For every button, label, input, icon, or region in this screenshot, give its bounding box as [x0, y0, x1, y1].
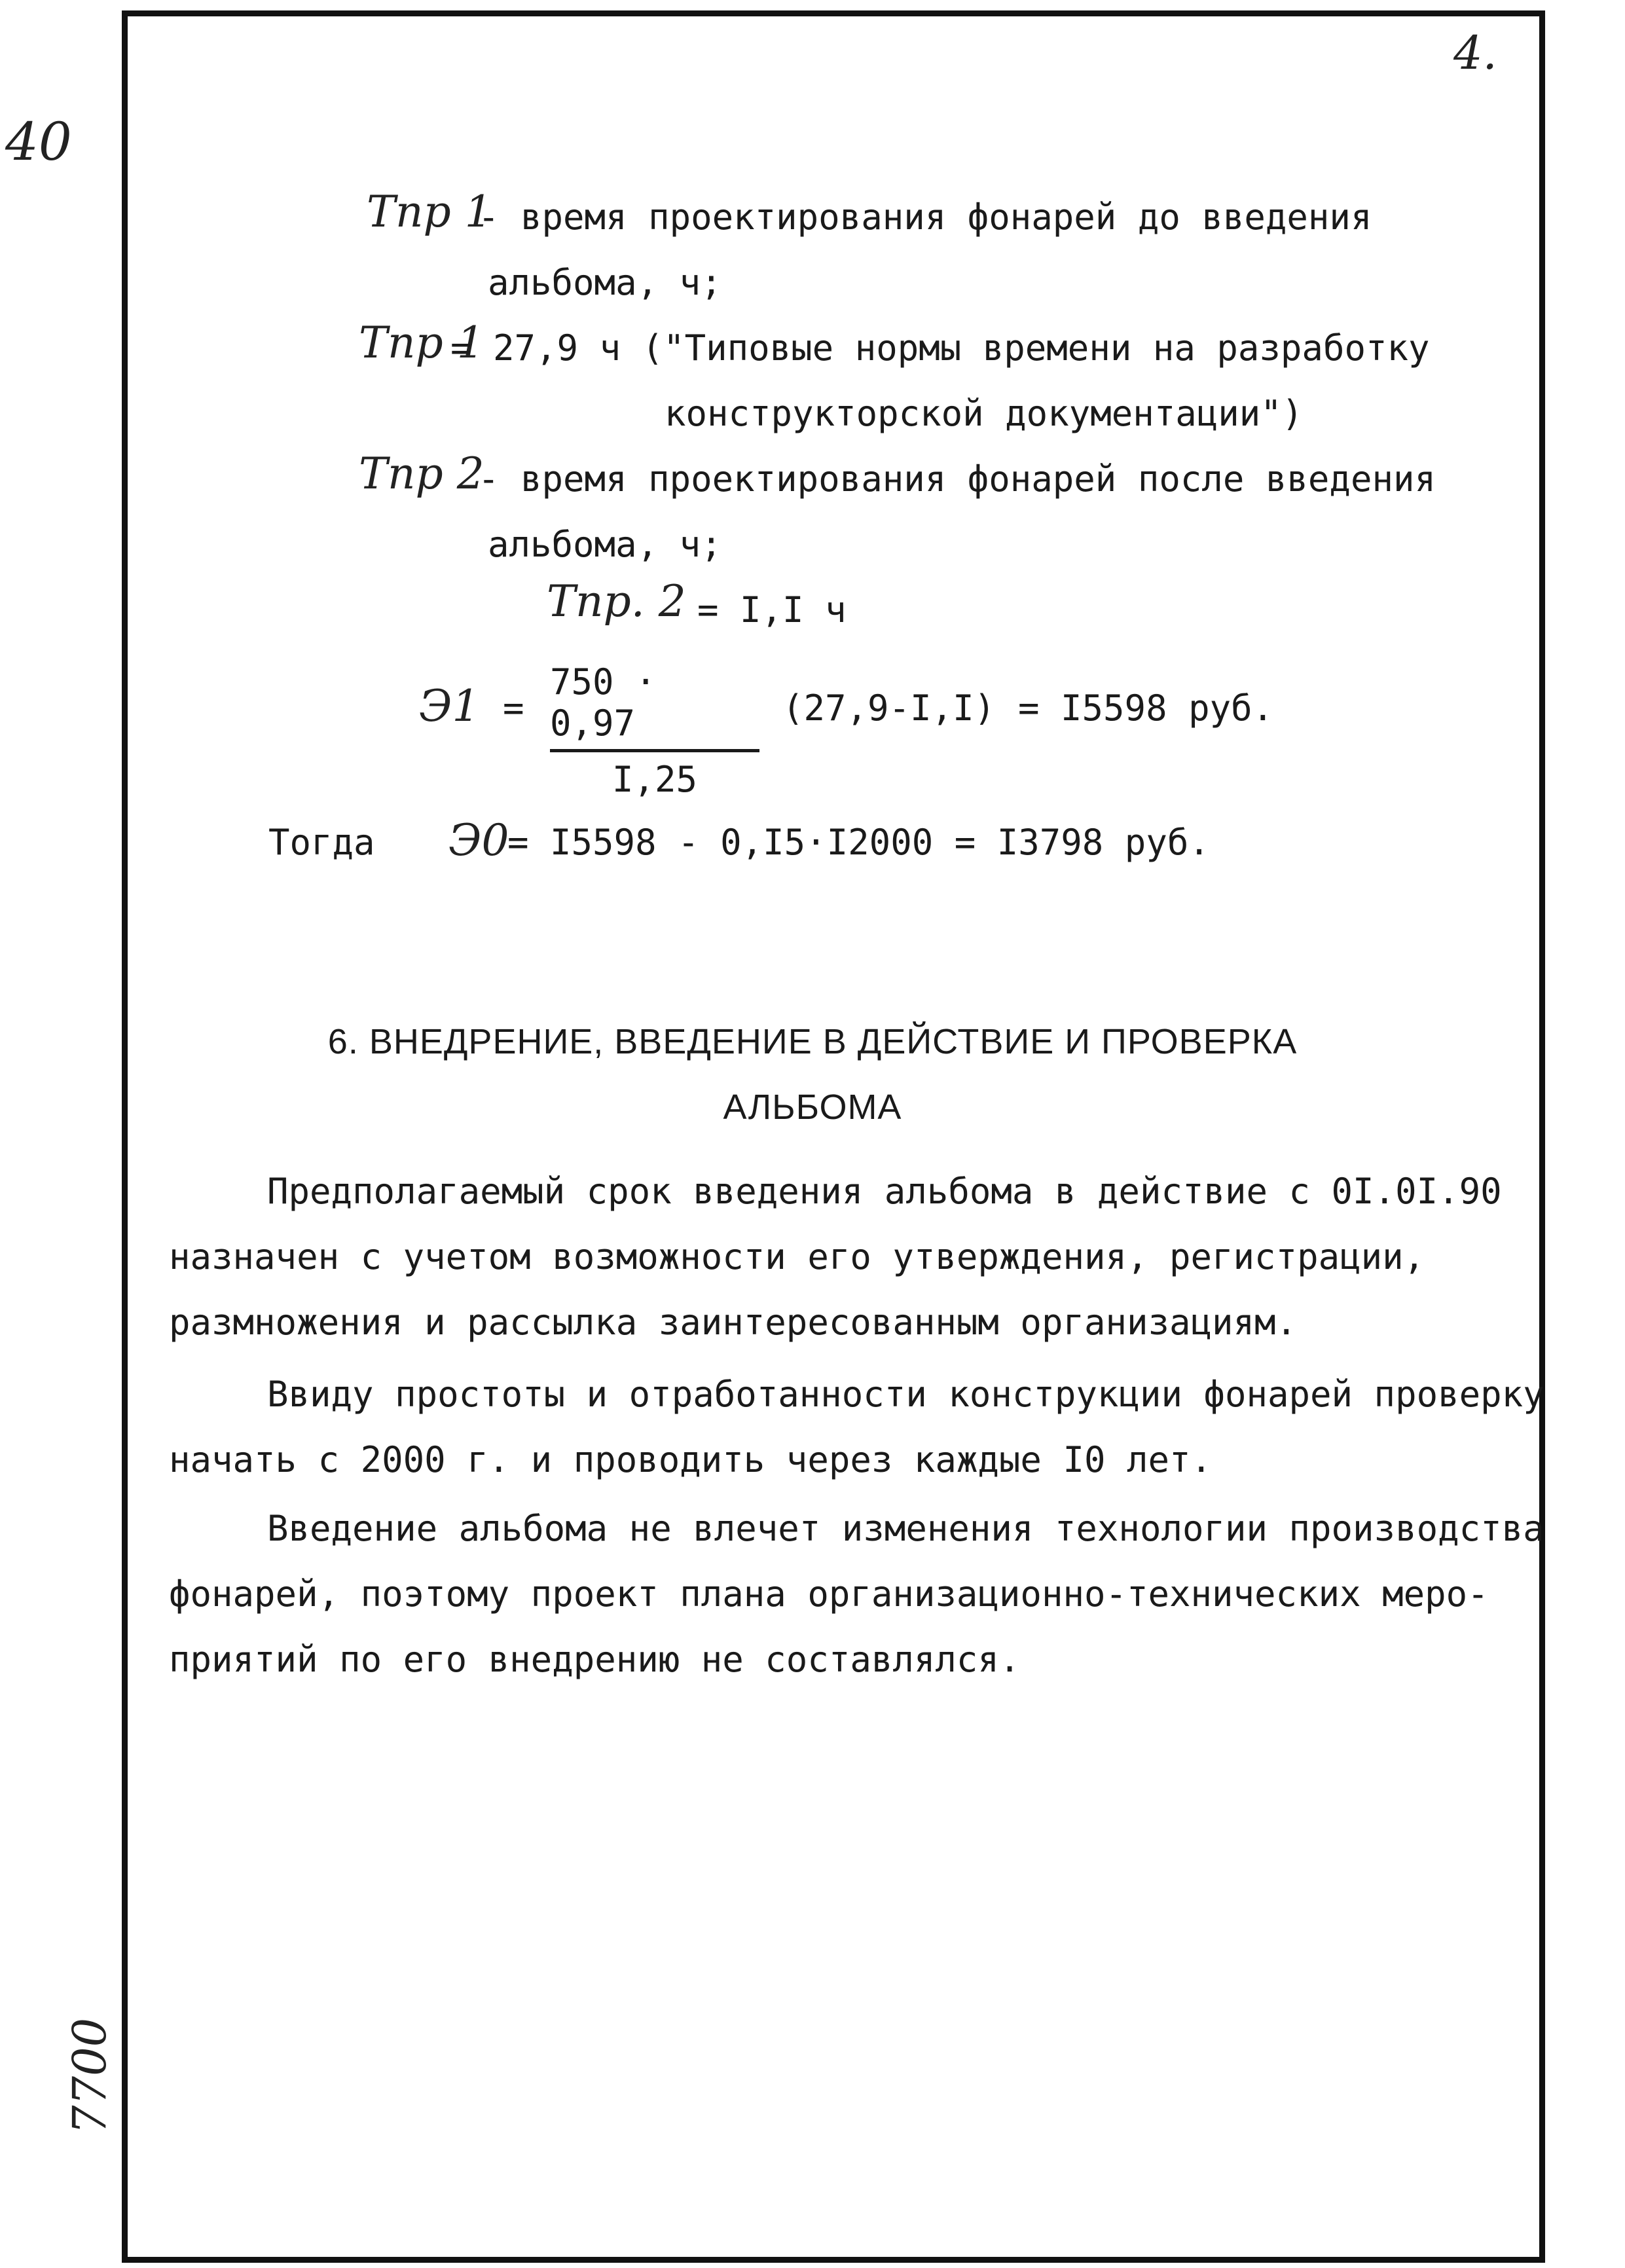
tpr2-symbol: Tпр 2: [359, 448, 484, 499]
tpr1-eq-symbol: Tпр 1: [359, 318, 484, 368]
tpr1-definition-line1: - время проектирования фонарей до введения: [478, 196, 1372, 238]
tpr2-definition-line1: - время проектирования фонарей после введения: [478, 458, 1436, 500]
e1-numerator: 750 · 0,97: [550, 661, 657, 744]
e0-symbol: Э0: [448, 815, 509, 866]
tpr1-definition-line2: альбома, ч;: [488, 262, 722, 303]
section-heading-line2: АЛЬБОМА: [723, 1088, 902, 1127]
tpr1-eq-line2: конструкторской документации"): [665, 393, 1304, 434]
margin-note-top: 40: [5, 111, 72, 172]
tpr1-eq-line1: = 27,9 ч ("Типовые нормы времени на разработку: [450, 327, 1430, 369]
tpr2-eq-value: = I,I ч: [697, 589, 847, 631]
paragraph-3-line2: фонарей, поэтому проект плана организационно-технических меро-: [169, 1573, 1489, 1615]
tpr2-eq-symbol: Tпр. 2: [547, 576, 686, 627]
section-heading-line1: 6. ВНЕДРЕНИЕ, ВВЕДЕНИЕ В ДЕЙСТВИЕ И ПРОВЕРКА: [327, 1022, 1298, 1061]
paragraph-1-line1: Предполагаемый срок введения альбома в действие с 0I.0I.90: [267, 1171, 1502, 1212]
e0-lead: Тогда: [268, 822, 375, 863]
paragraph-1-line2: назначен с учетом возможности его утверждения, регистрации,: [169, 1236, 1425, 1277]
paragraph-2-line1: Ввиду простоты и отработанности конструкции фонарей проверку: [267, 1374, 1544, 1415]
page-number: 4.: [1453, 26, 1497, 80]
e1-result: = I5598 руб.: [1018, 687, 1274, 729]
margin-note-bottom: 7700: [63, 2017, 117, 2134]
paragraph-1: [169, 1159, 1502, 1355]
e1-factor: (27,9-I,I): [782, 687, 996, 729]
tpr1-symbol: Tпр 1: [367, 187, 492, 237]
paragraph-3-line1: Введение альбома не влечет изменения технологии производства: [267, 1508, 1544, 1549]
fraction-bar: [550, 749, 759, 752]
e0-expression: = I5598 - 0,I5·I2000 = I3798 руб.: [507, 822, 1210, 863]
paragraph-1-line3: размножения и рассылка заинтересованным организациям.: [169, 1302, 1298, 1343]
paragraph-3: [169, 1496, 1544, 1692]
e1-symbol: Э1: [419, 681, 480, 731]
e1-denominator: I,25: [612, 759, 698, 800]
paragraph-2-line2: начать с 2000 г. и проводить через каждые I0 лет.: [169, 1439, 1213, 1480]
tpr2-definition-line2: альбома, ч;: [488, 524, 722, 565]
paragraph-2: [169, 1362, 1544, 1493]
e1-fraction: [550, 661, 759, 800]
e1-equals: =: [503, 687, 524, 729]
paragraph-3-line3: приятий по его внедрению не составлялся.: [169, 1639, 1021, 1680]
